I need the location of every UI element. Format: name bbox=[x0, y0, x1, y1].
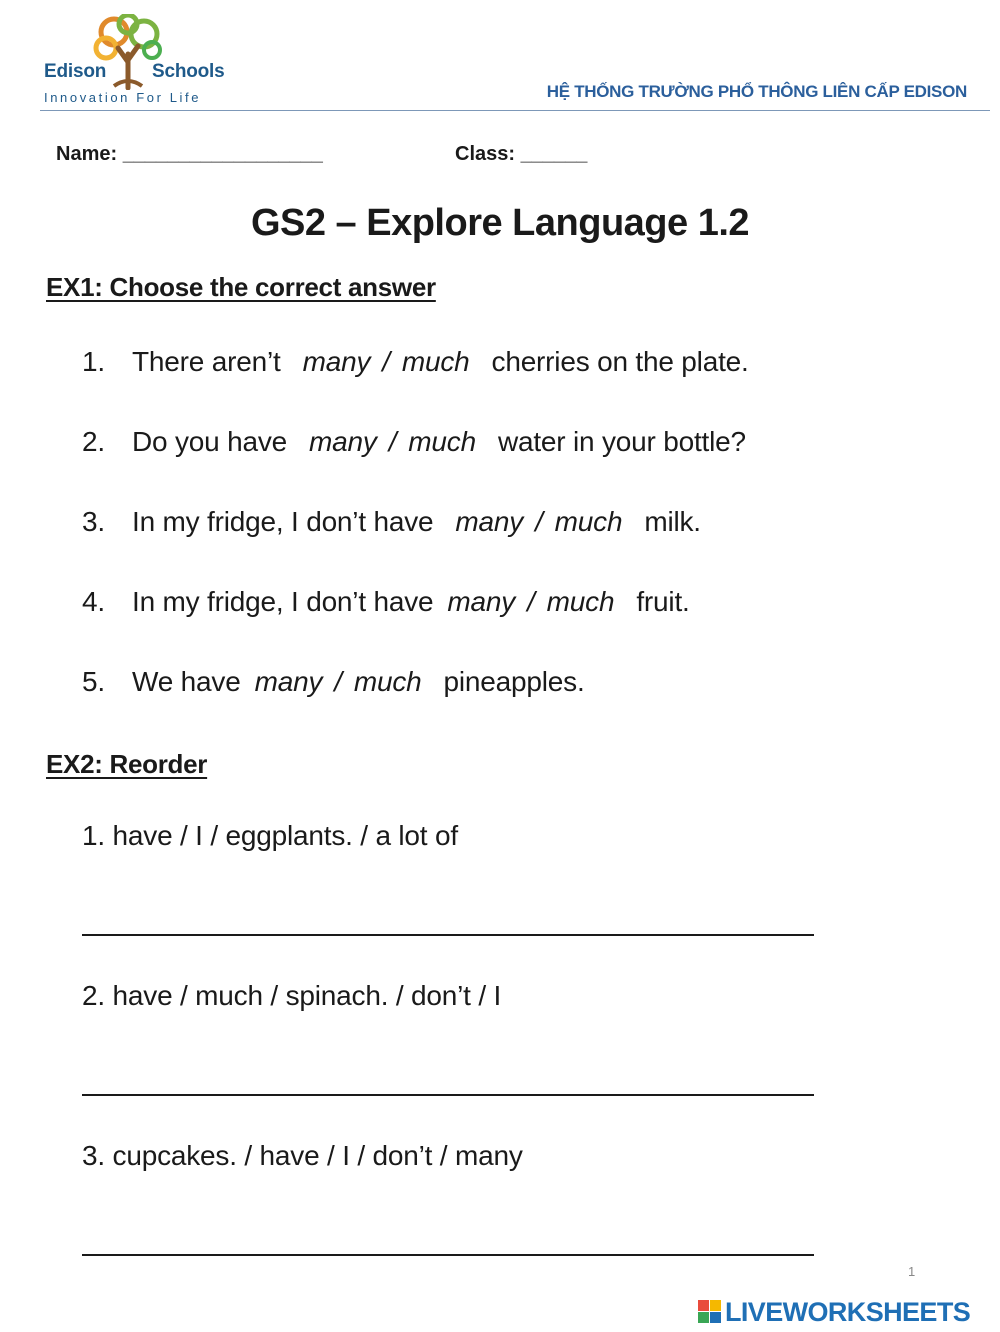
ex1-question-3 bbox=[82, 506, 701, 538]
question-number: 1. bbox=[82, 346, 105, 377]
option-much[interactable]: much bbox=[401, 346, 470, 377]
option-many[interactable]: many bbox=[309, 426, 377, 457]
ex1-heading: EX1: Choose the correct answer bbox=[46, 272, 436, 302]
option-much[interactable]: much bbox=[546, 586, 615, 617]
question-text-after: water in your bottle? bbox=[497, 426, 746, 457]
question-number: 5. bbox=[82, 666, 105, 697]
option-separator: / bbox=[382, 346, 390, 377]
question-text-after: cherries on the plate. bbox=[491, 346, 749, 377]
option-separator: / bbox=[535, 506, 543, 537]
question-text-before: In my fridge, I don’t have bbox=[132, 586, 434, 617]
ex1-question-4 bbox=[82, 586, 690, 618]
option-separator: / bbox=[388, 426, 397, 457]
logo-word-edison: Edison bbox=[44, 61, 107, 82]
question-text-before: Do you have bbox=[132, 426, 288, 457]
question-text-after: milk. bbox=[644, 506, 701, 537]
ex2-answer-line-3[interactable] bbox=[82, 1254, 814, 1256]
name-field: Name: __________________ bbox=[56, 143, 323, 165]
class-field: Class: ______ bbox=[455, 143, 588, 165]
option-much[interactable]: much bbox=[554, 506, 623, 537]
worksheet-title: GS2 – Explore Language 1.2 bbox=[250, 202, 750, 244]
question-text-before: There aren’t bbox=[132, 346, 281, 377]
ex1-question-5 bbox=[82, 666, 585, 698]
ex2-answer-line-1[interactable] bbox=[82, 934, 814, 936]
option-many[interactable]: many bbox=[455, 506, 524, 537]
option-much[interactable]: much bbox=[408, 426, 476, 457]
header-divider bbox=[40, 110, 990, 111]
ex1-question-2 bbox=[82, 426, 746, 458]
question-number: 2. bbox=[82, 426, 105, 457]
liveworksheets-wordmark: LIVEWORKSHEETS bbox=[725, 1297, 971, 1327]
ex2-answer-line-2[interactable] bbox=[82, 1094, 814, 1096]
ex2-prompt-2: 2. have / much / spinach. / don’t / I bbox=[82, 980, 502, 1011]
option-many[interactable]: many bbox=[302, 346, 371, 377]
logo-word-schools: Schools bbox=[152, 61, 225, 82]
page-number: 1 bbox=[908, 1264, 916, 1279]
question-text-after: pineapples. bbox=[443, 666, 585, 697]
logo-tagline: Innovation For Life bbox=[44, 90, 202, 105]
school-logo bbox=[40, 14, 240, 110]
ex2-prompt-1: 1. have / I / eggplants. / a lot of bbox=[82, 820, 458, 851]
ex2-heading: EX2: Reorder bbox=[46, 749, 208, 779]
option-separator: / bbox=[334, 666, 342, 697]
option-many[interactable]: many bbox=[254, 666, 323, 697]
question-number: 4. bbox=[82, 586, 105, 617]
question-text-after: fruit. bbox=[636, 586, 690, 617]
option-much[interactable]: much bbox=[353, 666, 422, 697]
question-number: 3. bbox=[82, 506, 105, 537]
question-text-before: In my fridge, I don’t have bbox=[132, 506, 434, 537]
option-many[interactable]: many bbox=[447, 586, 516, 617]
option-separator: / bbox=[527, 586, 535, 617]
question-text-before: We have bbox=[132, 666, 241, 697]
ex2-prompt-3: 3. cupcakes. / have / I / don’t / many bbox=[82, 1140, 523, 1171]
liveworksheets-logo-icon bbox=[698, 1300, 722, 1324]
school-system-name: HỆ THỐNG TRƯỜNG PHỔ THÔNG LIÊN CẤP EDISON bbox=[546, 82, 967, 101]
ex1-question-1 bbox=[82, 346, 749, 378]
